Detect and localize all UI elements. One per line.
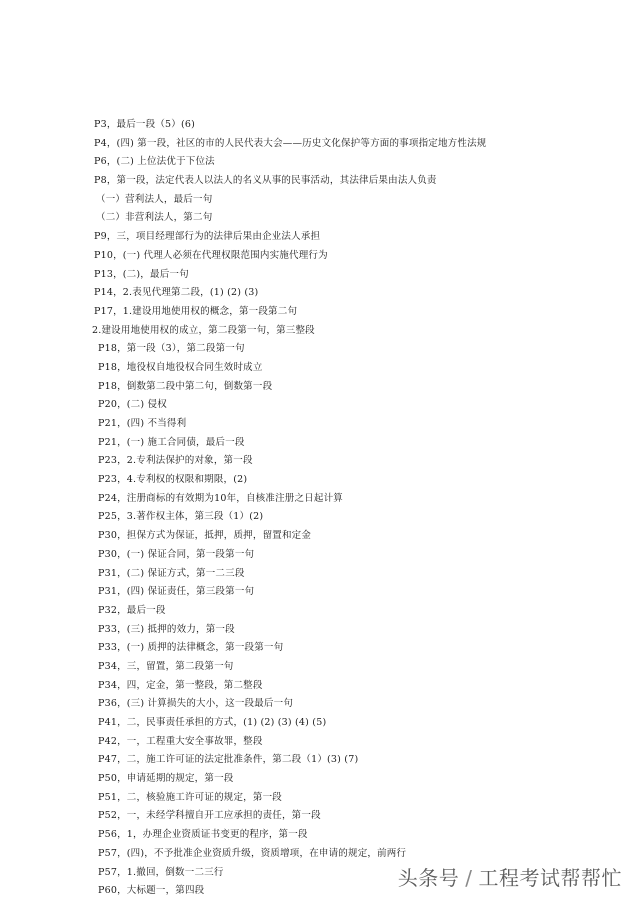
note-line: P4，(四) 第一段，社区的市的人民代表大会——历史文化保护等方面的事项指定地方性法规 <box>94 137 487 149</box>
note-line: P30，担保方式为保证，抵押，质押，留置和定金 <box>98 530 312 542</box>
note-line: P18，倒数第二段中第二句，倒数第一段 <box>98 380 273 392</box>
note-line: P6，(二) 上位法优于下位法 <box>94 156 215 168</box>
note-line: P57，1.撤回，倒数一二三行 <box>98 866 224 878</box>
note-line: P34，四，定金，第一整段，第二整段 <box>98 679 263 691</box>
note-line: P13，(二)，最后一句 <box>94 268 189 280</box>
note-line: P31，(二) 保证方式，第一二三段 <box>98 567 245 579</box>
note-line: P51，二，核验施工许可证的规定，第一段 <box>98 791 282 803</box>
note-line: P47，二，施工许可证的法定批准条件，第二段（1）(3) (7) <box>98 754 359 766</box>
note-line: P60，大标题一，第四段 <box>98 885 205 897</box>
watermark-account: 工程考试帮帮忙 <box>478 866 622 890</box>
note-line: P36，(三) 计算损失的大小，这一段最后一句 <box>98 698 294 710</box>
note-line: P21，(四) 不当得利 <box>98 418 187 429</box>
note-line: 2.建设用地使用权的成立，第二段第一句，第三整段 <box>92 324 315 336</box>
note-line: P8，第一段，法定代表人以法人的名义从事的民事活动，其法律后果由法人负责 <box>94 175 437 187</box>
note-line: P14，2.表见代理第二段，(1) (2) (3) <box>94 287 259 299</box>
source-watermark <box>398 862 622 891</box>
note-line: P18，第一段（3），第二段第一句 <box>98 343 245 355</box>
watermark-platform: 头条号 <box>397 866 460 890</box>
note-line: P23，4.专利权的权限和期限，(2) <box>98 474 248 486</box>
note-line: P33，(一) 质押的法律概念，第一段第一句 <box>98 642 284 654</box>
note-line: P25，3.著作权主体，第三段（1）(2) <box>98 511 264 523</box>
note-line: P30，(一) 保证合同，第一段第一句 <box>98 548 255 560</box>
note-line: P3，最后一段（5）(6) <box>94 119 196 130</box>
note-line: P33，(三) 抵押的效力，第一段 <box>98 623 235 635</box>
note-line: P32，最后一段 <box>98 604 166 616</box>
note-line: P34，三，留置，第二段第一句 <box>98 660 234 672</box>
note-line: P31，(四) 保证责任，第三段第一句 <box>98 586 255 598</box>
note-line: P41，二，民事责任承担的方式，(1) (2) (3) (4) (5) <box>98 717 327 728</box>
watermark-separator: / <box>465 866 473 890</box>
note-line: P23，2.专利法保护的对象，第一段 <box>98 455 253 467</box>
note-line: P20，(二) 侵权 <box>98 399 167 411</box>
note-line: P10，(一) 代理人必须在代理权限范围内实施代理行为 <box>94 249 328 261</box>
note-line: P57，(四)，不予批准企业资质升级，资质增项，在申请的规定，前两行 <box>98 847 407 859</box>
note-line: P50，申请延期的规定，第一段 <box>98 773 234 785</box>
note-line: P17，1.建设用地使用权的概念，第一段第二句 <box>94 305 298 317</box>
note-line: （二）非营利法人，第二句 <box>96 212 213 224</box>
note-line: P24，注册商标的有效期为10年，自核准注册之日起计算 <box>98 492 343 504</box>
note-line: P18，地役权自地役权合同生效时成立 <box>98 361 263 373</box>
note-line: P42，一，工程重大安全事故罪，整段 <box>98 735 263 747</box>
note-line: P21，(一) 施工合同债，最后一段 <box>98 436 245 448</box>
note-line: P56，1，办理企业资质证书变更的程序，第一段 <box>98 829 308 841</box>
note-line: P52，一，未经学科擅自开工应承担的责任，第一段 <box>98 810 321 822</box>
note-line: P9，三，项目经理部行为的法律后果由企业法人承担 <box>94 231 321 243</box>
note-line: （一）营利法人，最后一句 <box>96 193 213 205</box>
notes-list <box>94 116 614 901</box>
